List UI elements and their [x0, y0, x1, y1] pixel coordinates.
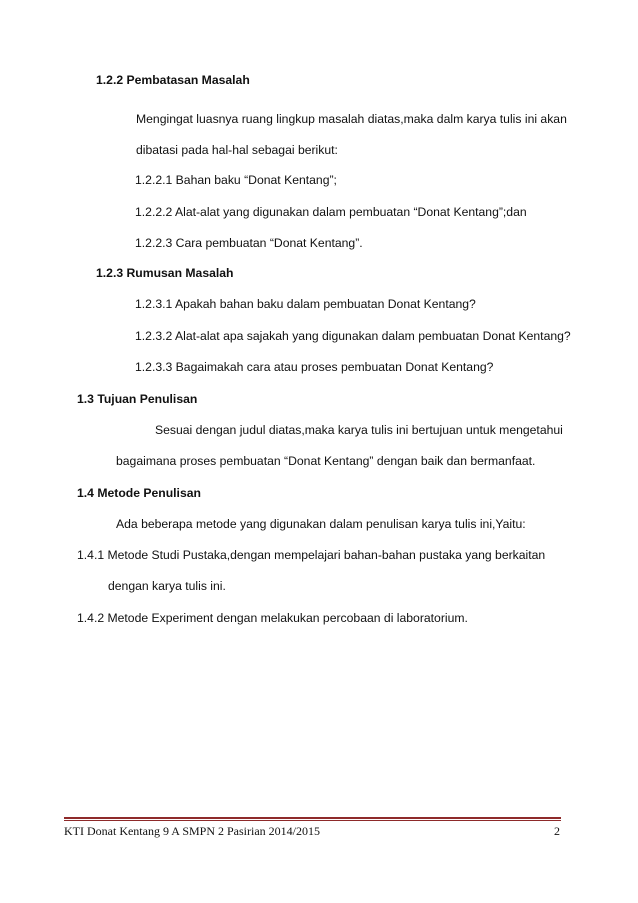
list-item-1-2-3-2: 1.2.3.2 Alat-alat apa sajakah yang digunakan dalam pembuatan Donat Kentang? — [135, 329, 571, 343]
list-item-1-2-3-3: 1.2.3.3 Bagaimakah cara atau proses pembuatan Donat Kentang? — [135, 360, 494, 374]
heading-1-2-3: 1.2.3 Rumusan Masalah — [96, 266, 234, 280]
paragraph-1-3-line-1: Sesuai dengan judul diatas,maka karya tulis ini bertujuan untuk mengetahui — [155, 423, 563, 437]
heading-1-3: 1.3 Tujuan Penulisan — [77, 392, 198, 406]
heading-1-2-2: 1.2.2 Pembatasan Masalah — [96, 73, 250, 87]
footer-rule-thin — [64, 820, 561, 821]
paragraph-1-2-2-line-1: Mengingat luasnya ruang lingkup masalah diatas,maka dalm karya tulis ini akan — [136, 112, 567, 126]
page-number: 2 — [554, 824, 560, 838]
list-item-1-2-2-2: 1.2.2.2 Alat-alat yang digunakan dalam pembuatan “Donat Kentang”;dan — [135, 205, 527, 219]
list-item-1-4-2: 1.4.2 Metode Experiment dengan melakukan percobaan di laboratorium. — [77, 611, 468, 625]
heading-1-4: 1.4 Metode Penulisan — [77, 486, 201, 500]
footer-text: KTI Donat Kentang 9 A SMPN 2 Pasirian 2014/2015 — [64, 824, 320, 838]
list-item-1-2-2-3: 1.2.2.3 Cara pembuatan “Donat Kentang”. — [135, 236, 363, 250]
list-item-1-2-3-1: 1.2.3.1 Apakah bahan baku dalam pembuatan Donat Kentang? — [135, 297, 476, 311]
footer-rule — [64, 817, 561, 819]
list-item-1-4-1-line-2: dengan karya tulis ini. — [108, 579, 226, 593]
paragraph-1-2-2-line-2: dibatasi pada hal-hal sebagai berikut: — [136, 143, 338, 157]
paragraph-1-4: Ada beberapa metode yang digunakan dalam penulisan karya tulis ini,Yaitu: — [116, 517, 526, 531]
list-item-1-4-1-line-1: 1.4.1 Metode Studi Pustaka,dengan mempelajari bahan-bahan pustaka yang berkaitan — [77, 548, 546, 562]
paragraph-1-3-line-2: bagaimana proses pembuatan “Donat Kentang” dengan baik dan bermanfaat. — [116, 454, 536, 468]
list-item-1-2-2-1: 1.2.2.1 Bahan baku “Donat Kentang”; — [135, 173, 337, 187]
